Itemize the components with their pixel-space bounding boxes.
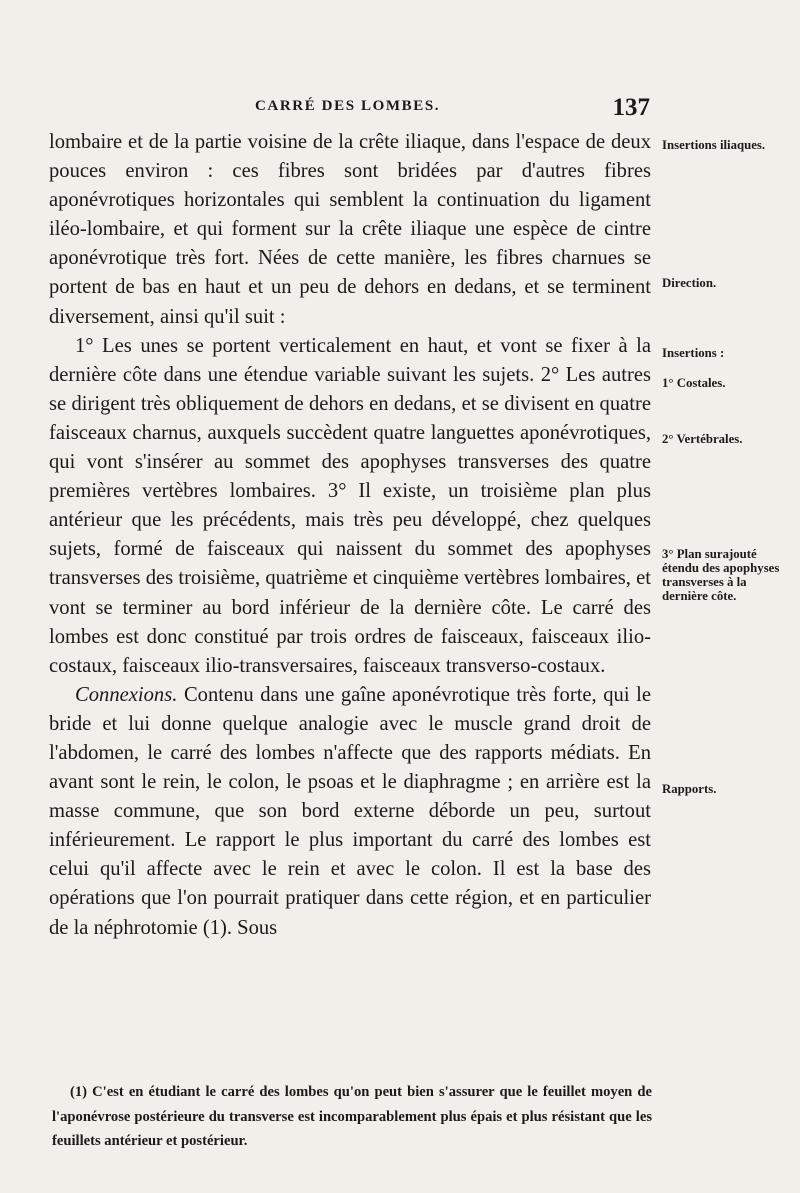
margin-note-plan-surajoute: 3° Plan surajouté étendu des apophyses transverses à la dernière côte.	[662, 547, 780, 603]
paragraph-text: 1° Les unes se portent verticalement en haut, et vont se fixer à la dernière côte dans une étendue variable suivant les sujets. 2° Les autres se dirigent très obliquement de dehors en dedans, et se divisent en quatre faisceaux charnus, auxquels succèdent quatre languettes aponévrotiques, qui vont s'insérer au sommet des apophyses transverses des quatre premières vertèbres lombaires. 3° Il existe, un troisième plan plus antérieur que les précédents, mais très peu développé, chez quelques sujets, formé de faisceaux qui naissent du sommet des apophyses transverses des troisième, quatrième et cinquième vertèbres lombaires, et vont se terminer au bord inférieur de la dernière côte. Le carré des lombes est donc constitué par trois ordres de faisceaux, faisceaux ilio-costaux, faisceaux ilio-transversaires, faisceaux transverso-costaux.	[49, 334, 651, 677]
main-text	[49, 128, 651, 943]
margin-note-insertions: Insertions :	[662, 346, 725, 360]
margin-note-rapports: Rapports.	[662, 782, 717, 796]
paragraph-insertions-iliaques	[49, 128, 651, 332]
paragraph-text: lombaire et de la partie voisine de la crête iliaque, dans l'espace de deux pouces environ : ces fibres sont bridées par d'autres fibres aponévrotiques horizontales qui semblent la continuation du ligament iléo-lombaire, et qui forment sur la crête iliaque une espèce de cintre aponévrotique très fort. Nées de cette manière, les fibres charnues se portent de bas en haut et un peu de dehors en dedans, et se terminent diversement, ainsi qu'il suit :	[49, 131, 651, 328]
footnote: (1) C'est en étudiant le carré des lombes qu'on peut bien s'assurer que le feuillet moyen de l'aponévrose postérieure du transverse est incomparablement plus épais et plus résistant que les feuillets antérieur et postérieur.	[52, 1084, 652, 1149]
footnotes	[52, 1080, 652, 1154]
margin-note-costales: 1° Costales.	[662, 376, 726, 390]
running-head: CARRÉ DES LOMBES.	[255, 98, 441, 114]
margin-note-insertions-iliaques: Insertions iliaques.	[662, 138, 766, 152]
page-header	[50, 94, 650, 124]
margin-note-direction: Direction.	[662, 276, 717, 290]
margin-note-vertebrales: 2° Vertébrales.	[662, 432, 743, 446]
paragraph-lead: Connexions.	[75, 683, 178, 706]
page-number: 137	[612, 94, 650, 121]
paragraph-insertions	[49, 332, 651, 681]
paragraph-connexions	[49, 681, 651, 943]
paragraph-text: Contenu dans une gaîne aponévrotique très forte, qui le bride et lui donne quelque analogie avec le muscle grand droit de l'abdomen, le carré des lombes n'affecte que des rapports médiats. En avant sont le rein, le colon, le psoas et le diaphragme ; en arrière est la masse commune, que son bord externe déborde un peu, surtout inférieurement. Le rapport le plus important du carré des lombes est celui qu'il affecte avec le rein et avec le colon. Il est la base des opérations que l'on pourrait pratiquer dans cette région, et en particulier de la néphrotomie (1). Sous	[49, 683, 651, 939]
